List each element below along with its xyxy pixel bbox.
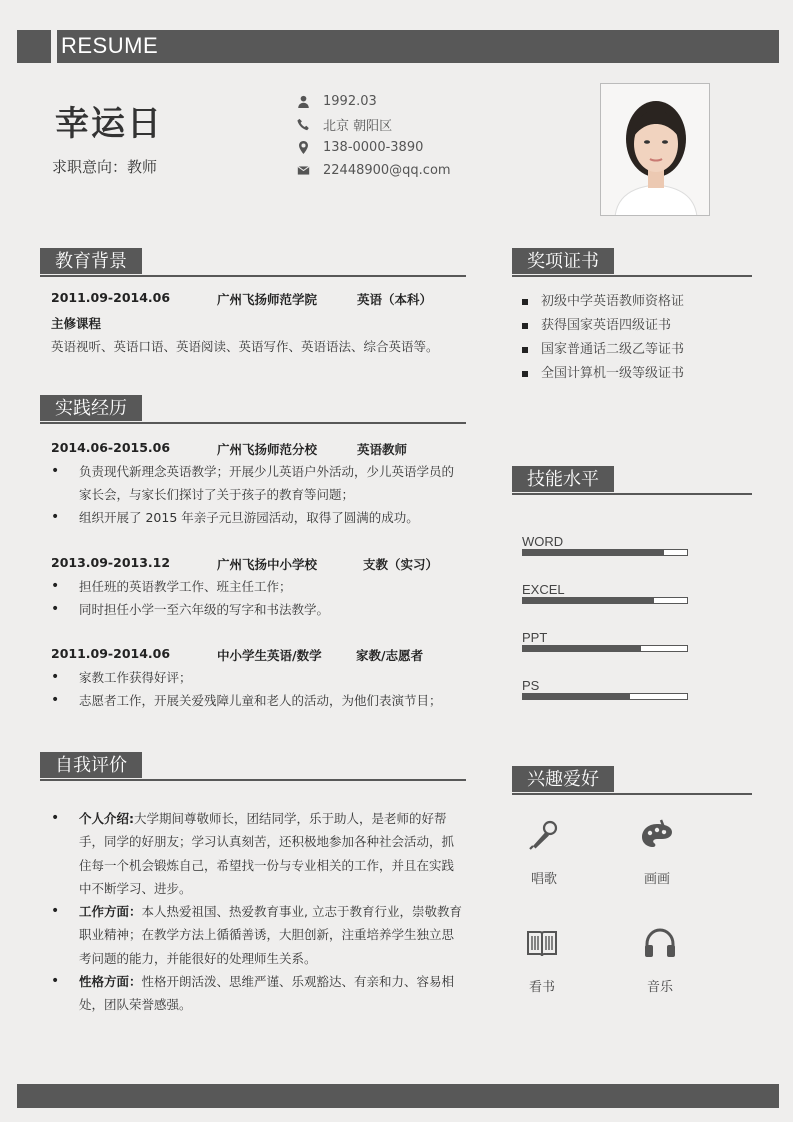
palette-icon xyxy=(639,818,675,854)
education-row xyxy=(51,290,461,308)
email-row xyxy=(296,159,451,182)
job-role: 英语教师 xyxy=(357,442,408,457)
skill-name: WORD xyxy=(522,534,564,549)
awards-title: 奖项证书 xyxy=(512,248,614,274)
section-divider xyxy=(40,422,466,424)
candidate-name: 幸运日 xyxy=(55,104,163,144)
experience-title: 实践经历 xyxy=(40,395,142,421)
microphone-icon xyxy=(526,818,562,854)
experience-section-header xyxy=(40,395,466,425)
job-org: 广州飞扬中小学校 xyxy=(217,557,318,572)
person-icon xyxy=(296,95,310,109)
section-divider xyxy=(512,793,752,795)
job-item: • 志愿者工作，开展关爱残障儿童和老人的活动，为他们表演节目； xyxy=(51,689,466,712)
footer-bar xyxy=(17,1084,779,1108)
skill-bar xyxy=(522,645,688,652)
job-item: • 组织开展了 2015 年亲子元旦游园活动，取得了圆满的成功。 xyxy=(51,506,466,529)
job-item: • 担任班的英语教学工作、班主任工作； xyxy=(51,575,466,598)
award-item: 获得国家英语四级证书 xyxy=(513,314,753,338)
hobby-label: 唱歌 xyxy=(530,872,557,887)
award-item: 初级中学英语教师资格证 xyxy=(513,290,753,314)
skill-bar-fill xyxy=(523,598,654,603)
self-eval-text: 大学期间尊敬师长，团结同学，乐于助人，是老师的好帮手，同学的好朋友；学习认真刻苦，还积极地参加各种社会活动，抓住每一个机会锻炼自己，希望找一份与专业相关的工作，并且在实践中不断学习、进步。 xyxy=(79,811,455,896)
award-item: 国家普通话二级乙等证书 xyxy=(513,338,753,362)
skill-bar-fill xyxy=(523,646,641,651)
award-item: 全国计算机一级等级证书 xyxy=(513,362,753,386)
birth-row xyxy=(296,90,451,113)
location-text: 北京 朝阳区 xyxy=(323,119,393,134)
hobby-label: 画画 xyxy=(643,872,670,887)
headphones-icon xyxy=(642,926,678,962)
self-eval-list xyxy=(51,807,463,1017)
skill-bar-fill xyxy=(523,694,630,699)
skill-bar xyxy=(522,549,688,556)
section-divider xyxy=(512,275,752,277)
skill-name: PPT xyxy=(522,630,548,645)
education-major: 英语（本科） xyxy=(357,292,433,307)
phone-icon xyxy=(296,118,310,132)
job-items xyxy=(51,575,466,621)
job-items xyxy=(51,460,466,529)
job-org: 广州飞扬师范分校 xyxy=(217,442,318,457)
hobby-music xyxy=(630,926,690,995)
book-icon xyxy=(524,926,560,962)
header-bar xyxy=(17,30,779,63)
education-school: 广州飞扬师范学院 xyxy=(217,292,318,307)
skills-section-header xyxy=(512,466,752,496)
job-row xyxy=(51,440,461,458)
contact-info xyxy=(296,90,451,182)
skill-name: PS xyxy=(522,678,540,693)
skills-title: 技能水平 xyxy=(512,466,614,492)
job-role: 家教/志愿者 xyxy=(356,648,424,663)
self-eval-item xyxy=(51,970,463,1017)
skill-ps xyxy=(522,678,688,700)
section-divider xyxy=(512,493,752,495)
self-eval-text: 本人热爱祖国、热爱教育事业, 立志于教育行业，崇敬教育职业精神；在教学方法上循循善诱，大胆创新，注重培养学生独立思考问题的能力，并能很好的处理师生关系。 xyxy=(79,904,462,966)
self-eval-title: 自我评价 xyxy=(40,752,142,778)
phone-row xyxy=(296,136,451,159)
job-org: 中小学生英语/数学 xyxy=(217,648,322,663)
skill-excel xyxy=(522,582,688,604)
job-date: 2014.06-2015.06 xyxy=(51,440,171,455)
self-eval-label: 个人介绍: xyxy=(79,811,134,826)
job-intent-label: 求职意向： xyxy=(52,158,128,176)
awards-list xyxy=(513,290,753,386)
job-row xyxy=(51,646,461,664)
email-address: 22448900@qq.com xyxy=(323,163,451,178)
job-date: 2011.09-2014.06 xyxy=(51,646,171,661)
skill-bar xyxy=(522,597,688,604)
section-divider xyxy=(40,275,466,277)
hobby-label: 音乐 xyxy=(646,980,673,995)
phone-number: 138-0000-3890 xyxy=(323,140,424,155)
education-section-header xyxy=(40,248,466,278)
hobbies-title: 兴趣爱好 xyxy=(512,766,614,792)
awards-section-header xyxy=(512,248,752,278)
skill-bar xyxy=(522,693,688,700)
header-title: RESUME xyxy=(61,33,159,58)
phone-icon-row xyxy=(296,113,451,136)
profile-photo xyxy=(600,83,710,216)
job-row xyxy=(51,555,461,573)
self-eval-item xyxy=(51,900,463,970)
section-divider xyxy=(40,779,466,781)
job-item: • 家教工作获得好评； xyxy=(51,666,466,689)
header-square xyxy=(17,30,51,63)
self-eval-label: 工作方面： xyxy=(79,904,142,920)
self-eval-text: 性格开朗活泼、思维严谨、乐观豁达、有亲和力、容易相处，团队荣誉感强。 xyxy=(79,974,455,1013)
job-intent xyxy=(52,156,157,177)
job-items xyxy=(51,666,466,712)
job-item: • 同时担任小学一至六年级的写字和书法教学。 xyxy=(51,598,466,621)
hobby-label: 看书 xyxy=(528,980,555,995)
hobby-reading xyxy=(512,926,572,995)
education-date: 2011.09-2014.06 xyxy=(51,290,171,305)
skill-word xyxy=(522,534,688,556)
hobby-painting xyxy=(627,818,687,887)
self-eval-item xyxy=(51,807,463,900)
job-intent-value: 教师 xyxy=(127,158,158,176)
job-item: • 负责现代新理念英语教学；开展少儿英语户外活动，少儿英语学员的家长会，与家长们探讨了关于孩子的教育等问题； xyxy=(51,460,466,506)
courses-label: 主修课程 xyxy=(51,316,102,331)
job-role: 支教（实习） xyxy=(363,557,439,572)
skill-bar-fill xyxy=(523,550,664,555)
self-eval-label: 性格方面： xyxy=(79,974,142,990)
education-title: 教育背景 xyxy=(40,248,142,274)
skill-ppt xyxy=(522,630,688,652)
hobby-singing xyxy=(514,818,574,887)
courses-text: 英语视听、英语口语、英语阅读、英语写作、英语语法、综合英语等。 xyxy=(51,339,439,354)
mail-icon xyxy=(296,164,310,178)
birth-date: 1992.03 xyxy=(323,94,377,109)
location-icon xyxy=(296,141,310,155)
hobbies-section-header xyxy=(512,766,752,796)
skill-name: EXCEL xyxy=(522,582,565,597)
job-date: 2013.09-2013.12 xyxy=(51,555,171,570)
self-eval-section-header xyxy=(40,752,466,782)
